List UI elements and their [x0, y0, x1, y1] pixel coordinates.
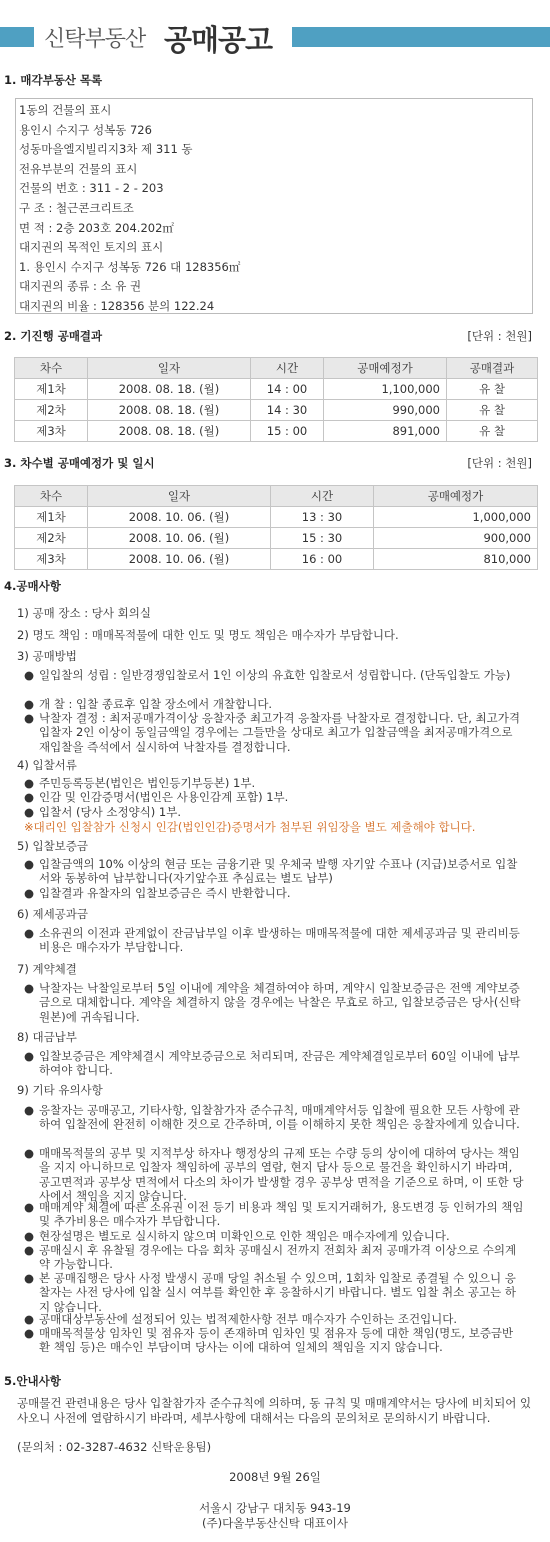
bullet-text: 매매계약 체결에 따른 소유권 이전 등기 비용과 책임 및 토지거래허가, 용도변경 등 인허가의 책임 및 추가비용은 매수자가 부담합니다.: [39, 1200, 524, 1229]
table-row: [15, 507, 538, 528]
cell: 15 : 30: [271, 528, 374, 549]
company-name: (주)다올부동산신탁 대표이사: [202, 1516, 348, 1530]
bullet-text: 소유권의 이전과 관계없이 잔금납부일 이후 발생하는 매매목적물에 대한 제세공과금 및 관리비등 비용은 매수자가 부담합니다.: [39, 926, 520, 955]
table-row: [15, 400, 538, 421]
table-row: [15, 549, 538, 570]
cell: 14 : 30: [251, 400, 324, 421]
cell: 1,100,000: [324, 379, 447, 400]
property-line: 성동마을엘지빌리지3차 제 311 동: [19, 142, 193, 157]
title-banner: [0, 20, 550, 57]
bullet-item: [24, 1049, 524, 1078]
property-line: 건물의 번호 : 311 - 2 - 203: [19, 181, 164, 196]
bullet-item: [24, 711, 524, 754]
bullet-item: [24, 790, 524, 804]
section-5-title: 5.안내사항: [4, 1374, 61, 1388]
bullet-item: [24, 981, 524, 1024]
bullet-text: 현장설명은 별도로 실시하지 않으며 미확인으로 인한 책임은 매수자에게 있습니다.: [39, 1229, 450, 1243]
cell: 2008. 10. 06. (월): [88, 549, 271, 570]
item-contract-title: 7) 계약체결: [17, 962, 77, 976]
bullet-icon: ●: [24, 805, 35, 819]
section-1-title: 1. 매각부동산 목록: [4, 73, 103, 87]
bullet-item: [24, 1146, 524, 1204]
bullet-icon: ●: [24, 1146, 35, 1160]
cell: 제2차: [15, 528, 88, 549]
bullet-text: 매매목적물상 임차인 및 점유자 등이 존재하며 임차인 및 점유자 등에 대한 책임(명도, 보증금반환 책임 등)은 매수인 부담이며 당사는 이에 대하여 일체의 책임을 지지 않습니다.: [39, 1326, 514, 1355]
cell: 제3차: [15, 421, 88, 442]
bullet-icon: ●: [24, 668, 35, 682]
item-method-title: 3) 공매방법: [17, 649, 77, 663]
col-header: 공매예정가: [374, 486, 538, 507]
table-header-row: [15, 486, 538, 507]
banner-bar-right: [292, 27, 550, 47]
property-line: 대지권의 비율 : 128356 분의 122.24: [19, 298, 215, 313]
property-line: 구 조 : 철근콘크리트조: [19, 200, 134, 215]
cell: 제1차: [15, 379, 88, 400]
bullet-text: 주민등록등본(법인은 법인등기부등본) 1부.: [39, 776, 256, 790]
contact-info: (문의처 : 02-3287-4632 신탁운용팀): [17, 1440, 212, 1454]
col-header: 시간: [271, 486, 374, 507]
company-address: 서울시 강남구 대치동 943-19: [199, 1501, 351, 1515]
bullet-item: [24, 1103, 524, 1132]
bullet-item: [24, 1243, 524, 1272]
bullet-text: 입찰서 (당사 소정양식) 1부.: [39, 805, 182, 819]
section-4-title: 4.공매사항: [4, 579, 61, 593]
bullet-text: 매매목적물의 공부 및 지적부상 하자나 행정상의 규제 또는 수량 등의 상이에 대하여 당사는 책임을 지지 아니하므로 입찰자 책임하에 공부의 열람, 현지 답사 등으로 물건을 확인하시기 바라며, 공고면적과 공부상 면적에서 다소의 차이가 발생할 경우 공부상 면적을 기준으로 하며, 이 또한 당사에서 책임을 지지 않습니다.: [39, 1146, 524, 1204]
cell: 891,000: [324, 421, 447, 442]
property-line: 전유부분의 건물의 표시: [19, 161, 138, 176]
property-line: 면 적 : 2층 203호 204.202㎡: [19, 220, 174, 235]
item-documents-title: 4) 입찰서류: [17, 758, 77, 772]
notice-date: 2008년 9월 26일: [229, 1470, 321, 1484]
bullet-item: [24, 1229, 524, 1243]
bullet-icon: ●: [24, 1312, 35, 1326]
bullet-item: [24, 805, 524, 819]
schedule-table: [14, 485, 538, 570]
banner-title: 공매공고: [164, 23, 273, 57]
bullet-item: [24, 776, 524, 790]
property-line: 1. 용인시 수지구 성복동 726 대 128356㎡: [19, 259, 241, 274]
cell: 유 찰: [447, 400, 538, 421]
bullet-text: 입찰보증금은 계약체결시 계약보증금으로 처리되며, 잔금은 계약체결일로부터 60일 이내에 납부하여야 합니다.: [39, 1049, 520, 1078]
bullet-item: [24, 1200, 524, 1229]
table-header-row: [15, 358, 538, 379]
bullet-text: 공매실시 후 유찰될 경우에는 다음 회차 공매실시 전까지 전회차 최저 공매가격 이상으로 수의계약 가능합니다.: [39, 1243, 517, 1272]
bullet-text: 입찰결과 유찰자의 입찰보증금은 즉시 반환합니다.: [39, 886, 291, 900]
unit-label: [단위 : 천원]: [467, 329, 532, 343]
cell: 15 : 00: [251, 421, 324, 442]
section-3-title: 3. 차수별 공매예정가 및 일시: [4, 456, 155, 470]
bullet-text: 본 공매집행은 당사 사정 발생시 공매 당일 취소될 수 있으며, 1회차 입찰로 종결될 수 있으니 응찰자는 사전 당사에 입찰 실시 여부를 확인한 후 응찰하시기 바랍니다. 별도 입찰 취소 공고는 하지 않습니다.: [39, 1271, 516, 1314]
cell: 제1차: [15, 507, 88, 528]
bullet-icon: ●: [24, 1049, 35, 1063]
item-deposit-title: 5) 입찰보증금: [17, 839, 89, 853]
bullet-icon: ●: [24, 886, 35, 900]
bullet-text: 낙찰자는 낙찰일로부터 5일 이내에 계약을 체결하여야 하며, 계약시 입찰보증금은 전액 계약보증금으로 대체합니다. 계약을 체결하지 않을 경우에는 낙찰은 무효로 하고, 입찰보증금은 당사(신탁원본)에 귀속됩니다.: [39, 981, 521, 1024]
banner-subtitle: 신탁부동산: [44, 27, 146, 52]
col-header: 차수: [15, 358, 88, 379]
cell: 900,000: [374, 528, 538, 549]
property-line: 대지권의 종류 : 소 유 권: [19, 279, 142, 294]
col-header: 차수: [15, 486, 88, 507]
notice-body: 공매물건 관련내용은 당사 입찰참가자 준수규칙에 의하며, 동 규칙 및 매매계약서는 당사에 비치되어 있사오니 사전에 열람하시기 바라며, 세부사항에 대해서는 다음의 문의처로 문의하시기 바랍니다.: [17, 1396, 532, 1425]
bullet-item: [24, 697, 524, 711]
bullet-item: [24, 1326, 524, 1355]
table-row: [15, 528, 538, 549]
property-line: 1동의 건물의 표시: [19, 103, 112, 117]
cell: 2008. 08. 18. (월): [88, 400, 251, 421]
property-line: 용인시 수지구 성복동 726: [19, 122, 152, 137]
bullet-item: [24, 668, 524, 682]
cell: 2008. 10. 06. (월): [88, 507, 271, 528]
bullet-item: [24, 1312, 524, 1326]
bullet-text: 공매대상부동산에 설정되어 있는 법적제한사항 전부 매수자가 수인하는 조건입니다.: [39, 1312, 458, 1326]
col-header: 시간: [251, 358, 324, 379]
cell: 16 : 00: [271, 549, 374, 570]
cell: 유 찰: [447, 379, 538, 400]
cell: 810,000: [374, 549, 538, 570]
bullet-icon: ●: [24, 1200, 35, 1214]
bullet-icon: ●: [24, 1243, 35, 1257]
bullet-item: [24, 857, 524, 886]
bullet-text: 입찰금액의 10% 이상의 현금 또는 금융기관 및 우체국 발행 자기앞 수표나 (지급)보증서로 입찰서와 동봉하여 납부합니다(자기앞수표 추심료는 별도 납부): [39, 857, 518, 886]
cell: 13 : 30: [271, 507, 374, 528]
cell: 1,000,000: [374, 507, 538, 528]
bullet-icon: ●: [24, 1271, 35, 1285]
banner-bar-left: [0, 27, 34, 47]
bullet-item: [24, 926, 524, 955]
cell: 14 : 00: [251, 379, 324, 400]
col-header: 일자: [88, 358, 251, 379]
item-taxes-title: 6) 제세공과금: [17, 907, 89, 921]
table-row: [15, 421, 538, 442]
bullet-text: 개 찰 : 입찰 종료후 입찰 장소에서 개찰합니다.: [39, 697, 273, 711]
item-notes-title: 9) 기타 유의사항: [17, 1083, 103, 1097]
bullet-text: 응찰자는 공매공고, 기타사항, 입찰참가자 준수규칙, 매매계약서등 입찰에 필요한 모든 사항에 관하여 입찰전에 완전히 이해한 것으로 간주하며, 이를 이해하지 못한 책임은 응찰자에게 있습니다.: [39, 1103, 520, 1132]
table-row: [15, 379, 538, 400]
cell: 제2차: [15, 400, 88, 421]
warning-note: ※대리인 입찰참가 신청시 인감(법인인감)증명서가 첨부된 위임장을 별도 제출해야 합니다.: [24, 820, 476, 834]
col-header: 일자: [88, 486, 271, 507]
cell: 2008. 10. 06. (월): [88, 528, 271, 549]
col-header: 공매예정가: [324, 358, 447, 379]
cell: 2008. 08. 18. (월): [88, 379, 251, 400]
bullet-icon: ●: [24, 790, 35, 804]
col-header: 공매결과: [447, 358, 538, 379]
bullet-icon: ●: [24, 776, 35, 790]
past-results-table: [14, 357, 538, 442]
bullet-icon: ●: [24, 1326, 35, 1340]
bullet-text: 인감 및 인감증명서(법인은 사용인감계 포함) 1부.: [39, 790, 289, 804]
bullet-icon: ●: [24, 697, 35, 711]
property-list-box: [15, 98, 533, 314]
bullet-icon: ●: [24, 981, 35, 995]
bullet-item: [24, 1271, 524, 1314]
item-venue: 1) 공매 장소 : 당사 회의실: [17, 606, 151, 620]
cell: 990,000: [324, 400, 447, 421]
item-delivery: 2) 명도 책임 : 매매목적물에 대한 인도 및 명도 책임은 매수자가 부담합니다.: [17, 628, 399, 642]
cell: 2008. 08. 18. (월): [88, 421, 251, 442]
cell: 제3차: [15, 549, 88, 570]
bullet-icon: ●: [24, 711, 35, 725]
item-payment-title: 8) 대금납부: [17, 1030, 77, 1044]
section-2-title: 2. 기진행 공매결과: [4, 329, 103, 343]
unit-label: [단위 : 천원]: [467, 456, 532, 470]
bullet-icon: ●: [24, 1103, 35, 1117]
property-line: 대지권의 목적인 토지의 표시: [19, 240, 164, 255]
bullet-text: 일입찰의 성립 : 일반경쟁입찰로서 1인 이상의 유효한 입찰로서 성립합니다. (단독입찰도 가능): [39, 668, 511, 682]
bullet-icon: ●: [24, 926, 35, 940]
bullet-icon: ●: [24, 857, 35, 871]
bullet-icon: ●: [24, 1229, 35, 1243]
bullet-text: 낙찰자 결정 : 최저공매가격이상 응찰자중 최고가격 응찰자를 낙찰자로 결정합니다. 단, 최고가격 입찰자 2인 이상이 동일금액일 경우에는 그들만을 상대로 최고가 입찰금액을 최저공매가격으로 재입찰을 즉석에서 실시하여 낙찰자를 결정합니다.: [39, 711, 520, 754]
bullet-item: [24, 886, 524, 900]
cell: 유 찰: [447, 421, 538, 442]
